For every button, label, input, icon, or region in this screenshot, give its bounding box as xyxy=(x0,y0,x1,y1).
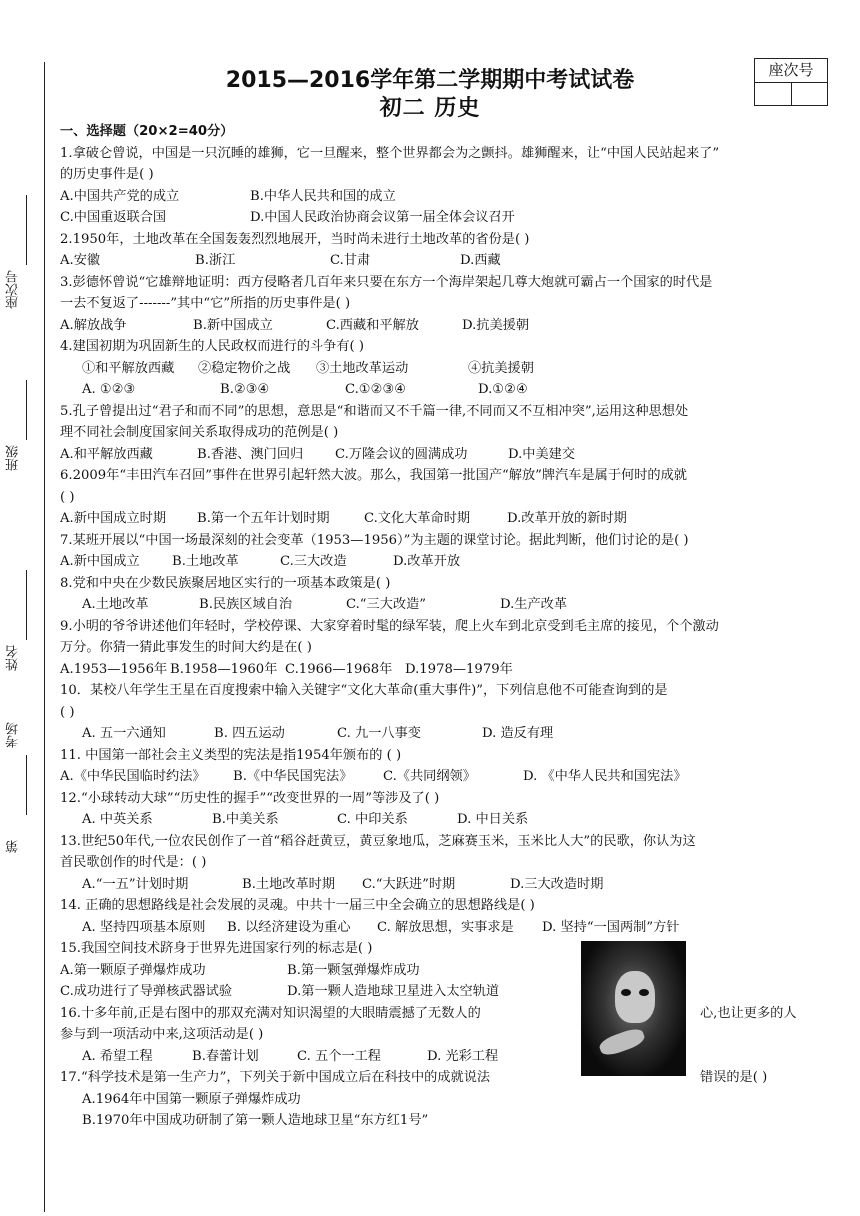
q13-option-d: D.三大改造时期 xyxy=(510,876,604,892)
q17-stem-part-2: 错误的是( ) xyxy=(700,1070,768,1085)
q15-stem: 15.我国空间技术跻身于世界先进国家行列的标志是( ) xyxy=(60,941,373,956)
q4-item-4: ④抗美援朝 xyxy=(468,360,534,376)
q6-options xyxy=(60,508,830,530)
q13-options xyxy=(60,874,830,896)
q9-option-b: B.1958—1960年 xyxy=(170,661,278,677)
q2-option-d: D.西藏 xyxy=(460,253,501,268)
q9-stem: 9.小明的爷爷讲述他们年轻时，学校停课、大家穿着时髦的绿军装，爬上火车到北京受到毛主席的接见，个个激动 xyxy=(60,618,719,634)
q15-options-1 xyxy=(60,960,830,982)
q14-option-d: D. 坚持“一国两制”方针 xyxy=(542,919,680,935)
q6-stem: 6.2009年“丰田汽车召回”事件在世界引起轩然大波。那么，我国第一批国产“解放”牌汽车是属于何时的成就 xyxy=(60,468,687,483)
q5-option-b: B.香港、澳门回归 xyxy=(197,446,304,462)
q9-option-d: D.1978—1979年 xyxy=(405,661,513,677)
q16-option-a: A. 希望工程 xyxy=(82,1048,153,1064)
q5-option-a: A.和平解放西藏 xyxy=(60,446,153,462)
q16-stem-part-1: 16.十多年前,正是右图中的那双充满对知识渴望的大眼睛震撼了无数人的 xyxy=(60,1005,481,1021)
q6-option-c: C.文化大革命时期 xyxy=(364,511,471,526)
q14-option-b: B. 以经济建设为重心 xyxy=(227,919,351,935)
q1-options-2 xyxy=(60,207,830,229)
q10-option-c: C. 九一八事变 xyxy=(337,726,421,741)
q2-option-c: C.甘肃 xyxy=(330,253,371,268)
q11-stem: 11. 中国第一部社会主义类型的宪法是指1954年颁布的 ( ) xyxy=(60,747,402,763)
q5-option-c: C.万隆会议的圆满成功 xyxy=(335,446,468,462)
q3-stem: 3.彭德怀曾说“它雄辩地证明：西方侵略者几百年来只要在东方一个海岸架起几尊大炮就可霸占一个国家的时代是 xyxy=(60,274,713,290)
q1-option-a: A.中国共产党的成立 xyxy=(60,188,180,204)
q7-option-d: D.改革开放 xyxy=(393,554,461,569)
q8-stem: 8.党和中央在少数民族聚居地区实行的一项基本政策是( ) xyxy=(60,575,391,591)
q14-option-c: C. 解放思想，实事求是 xyxy=(377,919,514,935)
q13-stem: 13.世纪50年代,一位农民创作了一首“稻谷赶黄豆，黄豆象地瓜，芝麻赛玉米，玉米比人大”的民歌，你认为这 xyxy=(60,833,696,849)
q14-option-a: A. 坚持四项基本原则 xyxy=(82,919,206,935)
q12-options xyxy=(60,809,830,831)
q11-option-a: A.《中华民国临时约法》 xyxy=(60,769,206,784)
q6-option-a: A.新中国成立时期 xyxy=(60,511,167,526)
q7-options xyxy=(60,551,830,573)
q9-options xyxy=(60,659,830,681)
name-label: 姓名 xyxy=(6,645,21,671)
q2-stem: 2.1950年，土地改革在全国轰轰烈烈地展开，当时尚未进行土地改革的省份是( ) xyxy=(60,231,530,247)
q17-option-a: A.1964年中国第一颗原子弹爆炸成功 xyxy=(82,1091,301,1107)
q15-option-b: B.第一颗氢弹爆炸成功 xyxy=(287,962,420,978)
q1-option-b: B.中华人民共和国的成立 xyxy=(250,188,396,204)
q8-option-c: C.“三大改造” xyxy=(346,597,427,612)
q4-option-c: C.①②③④ xyxy=(345,382,407,397)
q12-option-c: C. 中印关系 xyxy=(337,812,408,827)
q5-options xyxy=(60,444,830,466)
q9-option-a: A.1953—1956年 xyxy=(60,661,168,677)
q4-item-3: ③土地改革运动 xyxy=(316,360,409,376)
seat-number-label: 座次号 xyxy=(6,270,21,309)
q10-stem: 10．某校八年学生王星在百度搜索中输入关键字“文化大革命(重大事件)”，下列信息他不可能查询到的是 xyxy=(60,683,668,698)
q7-option-a: A.新中国成立 xyxy=(60,554,140,569)
q6-option-b: B.第一个五年计划时期 xyxy=(197,511,330,526)
q17-option-b: B.1970年中国成功研制了第一颗人造地球卫星“东方红1号” xyxy=(82,1113,429,1128)
q11-options xyxy=(60,766,830,788)
q2-options xyxy=(60,250,830,272)
q15-options-2 xyxy=(60,981,830,1003)
q7-option-b: B.土地改革 xyxy=(172,554,239,569)
q4-items xyxy=(60,358,830,380)
q8-option-d: D.生产改革 xyxy=(500,597,568,612)
q3-option-b: B.新中国成立 xyxy=(193,317,273,333)
q4-option-a: A. ①②③ xyxy=(82,382,136,397)
q1-option-d: D.中国人民政治协商会议第一届全体会议召开 xyxy=(250,210,515,225)
seat-cell-2[interactable] xyxy=(792,83,828,105)
seat-box-label: 座次号 xyxy=(755,59,827,83)
q2-option-b: B.浙江 xyxy=(195,253,236,268)
q3-option-c: C.西藏和平解放 xyxy=(326,317,419,333)
q6-option-d: D.改革开放的新时期 xyxy=(507,511,627,526)
q4-item-1: ①和平解放西藏 xyxy=(82,360,175,376)
q10-options xyxy=(60,723,830,745)
q13-stem-2: 首民歌创作的时代是：( ) xyxy=(60,855,207,870)
section-title: 一、选择题（20×2=40分） xyxy=(60,124,234,139)
q7-option-c: C.三大改造 xyxy=(280,554,347,569)
q13-option-b: B.土地改革时期 xyxy=(242,876,336,892)
q16-stem-part-2: 心,也让更多的人 xyxy=(700,1005,797,1021)
q16-options xyxy=(60,1046,830,1068)
di-label: 第 xyxy=(6,840,21,853)
q12-option-d: D. 中日关系 xyxy=(457,812,529,827)
q11-option-b: B.《中华民国宪法》 xyxy=(233,769,353,784)
q15-option-c: C.成功进行了导弹核武器试验 xyxy=(60,984,233,999)
q12-option-a: A. 中英关系 xyxy=(82,812,153,827)
q10-option-a: A. 五一六通知 xyxy=(82,726,166,741)
q1-stem-2: 的历史事件是( ) xyxy=(60,167,154,182)
q8-option-b: B.民族区域自治 xyxy=(199,597,293,612)
q6-stem-2: ( ) xyxy=(60,489,75,505)
room-blank-line xyxy=(26,755,27,815)
q10-stem-2: ( ) xyxy=(60,704,75,720)
q3-option-a: A.解放战争 xyxy=(60,317,127,333)
seat-cell-1[interactable] xyxy=(755,83,792,105)
q11-option-d: D. 《中华人民共和国宪法》 xyxy=(523,769,687,784)
exam-title: 2015—2016学年第二学期期中考试试卷 xyxy=(225,68,635,93)
q7-stem: 7.某班开展以“中国一场最深刻的社会变革（1953—1956）”为主题的课堂讨论。据此判断，他们讨论的是( ) xyxy=(60,532,689,548)
q2-option-a: A.安徽 xyxy=(60,253,101,268)
q4-option-d: D.①②④ xyxy=(478,382,528,397)
q14-options xyxy=(60,917,830,939)
binding-line xyxy=(44,62,45,1212)
exam-subtitle: 初二 历史 xyxy=(379,96,481,121)
q10-option-b: B. 四五运动 xyxy=(214,726,285,741)
q5-stem: 5.孔子曾提出过“君子和而不同”的思想，意思是“和谐而又不千篇一律,不同而又不互相冲突”,运用这种思想处 xyxy=(60,403,689,419)
q8-options xyxy=(60,594,830,616)
q16-option-c: C. 五个一工程 xyxy=(297,1048,381,1064)
q1-options-1 xyxy=(60,186,830,208)
q13-option-a: A.“一五”计划时期 xyxy=(82,876,189,892)
q1-option-c: C.中国重返联合国 xyxy=(60,210,167,225)
q5-stem-2: 理不同社会制度国家间关系取得成功的范例是( ) xyxy=(60,425,339,440)
q15-option-d: D.第一颗人造地球卫星进入太空轨道 xyxy=(287,984,500,999)
q12-stem: 12.“小球转动大球”“历史性的握手”“改变世界的一周”等涉及了( ) xyxy=(60,790,440,806)
q9-option-c: C.1966—1968年 xyxy=(285,661,393,677)
q17-stem-part-1: 17.“科学技术是第一生产力”，下列关于新中国成立后在科技中的成就说法 xyxy=(60,1070,491,1085)
class-blank-line xyxy=(26,380,27,440)
seat-blank-line xyxy=(26,195,27,265)
room-label: 考场 xyxy=(6,722,21,748)
q16-stem xyxy=(60,1003,830,1025)
q14-stem: 14. 正确的思想路线是社会发展的灵魂。中共十一届三中全会确立的思想路线是( ) xyxy=(60,898,535,913)
name-blank-line xyxy=(26,570,27,640)
q16-stem-2: 参与到一项活动中来,这项活动是( ) xyxy=(60,1027,264,1042)
q15-option-a: A.第一颗原子弹爆炸成功 xyxy=(60,962,206,978)
q9-stem-2: 万分。你猜一猜此事发生的时间大约是在( ) xyxy=(60,640,312,655)
q17-stem xyxy=(60,1067,830,1089)
q4-stem: 4.建国初期为巩固新生的人民政权而进行的斗争有( ) xyxy=(60,339,364,354)
q3-option-d: D.抗美援朝 xyxy=(462,317,530,333)
q16-option-d: D. 光彩工程 xyxy=(427,1048,499,1064)
q4-item-2: ②稳定物价之战 xyxy=(198,360,291,376)
q16-option-b: B.春蕾计划 xyxy=(192,1048,259,1064)
q13-option-c: C.“大跃进”时期 xyxy=(362,876,456,892)
class-label: 班级 xyxy=(6,445,21,471)
q4-options xyxy=(60,379,830,401)
q4-option-b: B.②③④ xyxy=(220,382,270,397)
q1-stem: 1.拿破仑曾说，中国是一只沉睡的雄狮，它一旦醒来，整个世界都会为之颤抖。雄狮醒来，让“中国人民站起来了” xyxy=(60,145,720,161)
q12-option-b: B.中美关系 xyxy=(212,812,279,827)
seat-number-box xyxy=(754,58,828,106)
q8-option-a: A.土地改革 xyxy=(82,597,149,612)
q10-option-d: D. 造反有理 xyxy=(482,726,554,741)
q5-option-d: D.中美建交 xyxy=(508,446,576,462)
q3-stem-2: 一去不复返了-------”其中“它”所指的历史事件是( ) xyxy=(60,296,351,311)
exam-content xyxy=(60,121,830,1132)
q3-options xyxy=(60,315,830,337)
q11-option-c: C.《共同纲领》 xyxy=(383,769,476,784)
